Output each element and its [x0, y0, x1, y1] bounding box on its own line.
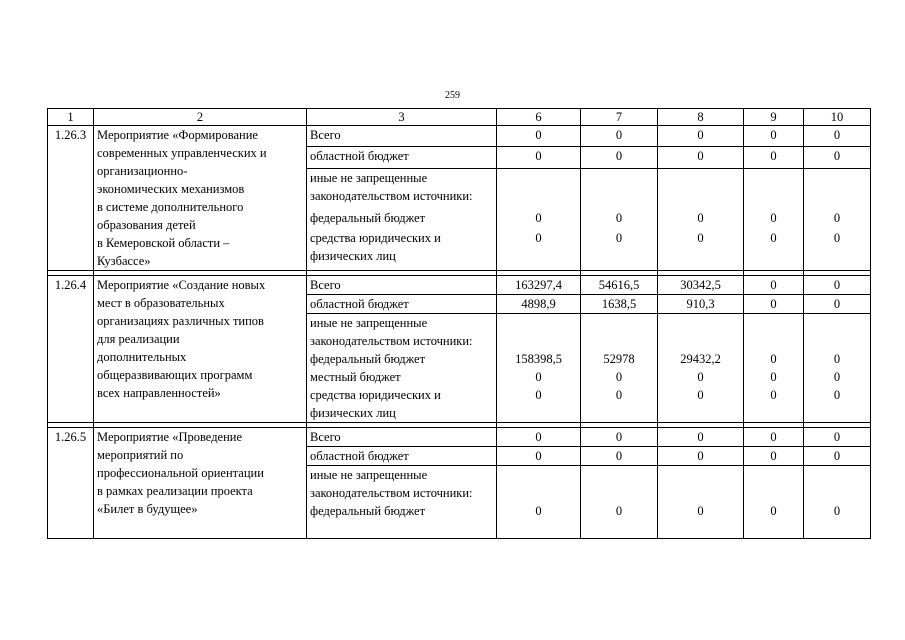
value-cell: 0	[744, 386, 804, 423]
value-cell: 0	[744, 276, 804, 295]
source-cell: средства юридических и физических лиц	[307, 229, 497, 270]
row-name: Мероприятие «Проведение мероприятий по профессиональной ориентации в рамках реализации проекта «Билет в будущее»	[94, 428, 307, 539]
value-cell: 0	[744, 229, 804, 270]
value-cell: 0	[744, 126, 804, 147]
source-cell: местный бюджет	[307, 368, 497, 386]
value-cell: 0	[497, 447, 581, 466]
value-cell	[658, 168, 744, 209]
value-cell: 0	[658, 229, 744, 270]
value-cell: 0	[744, 295, 804, 314]
value-cell: 0	[581, 147, 658, 168]
value-cell: 0	[581, 386, 658, 423]
source-cell: Всего	[307, 428, 497, 447]
row-name: Мероприятие «Создание новых мест в образовательных организациях различных типов для реализации дополнительных общеразвивающих программ всех направленностей»	[94, 276, 307, 423]
value-cell: 0	[804, 295, 871, 314]
value-cell	[658, 466, 744, 503]
value-cell: 0	[744, 209, 804, 229]
value-cell: 0	[804, 209, 871, 229]
value-cell: 0	[581, 209, 658, 229]
value-cell: 0	[804, 276, 871, 295]
value-cell: 0	[581, 368, 658, 386]
value-cell: 0	[744, 447, 804, 466]
value-cell	[744, 466, 804, 503]
row-code: 1.26.5	[48, 428, 94, 539]
value-cell	[804, 466, 871, 503]
column-header: 3	[307, 109, 497, 126]
value-cell: 29432,2	[658, 350, 744, 368]
column-header: 7	[581, 109, 658, 126]
value-cell: 1638,5	[581, 295, 658, 314]
value-cell: 0	[658, 126, 744, 147]
budget-table	[47, 108, 871, 539]
value-cell: 0	[744, 147, 804, 168]
value-cell: 0	[744, 428, 804, 447]
header-row	[48, 109, 871, 126]
value-cell	[497, 168, 581, 209]
row-name: Мероприятие «Формирование современных управленческих и организационно- экономических механизмов в системе дополнительного образования детей в Кемеровской области – Кузбассе»	[94, 126, 307, 271]
page-number: 259	[445, 90, 460, 101]
column-header: 8	[658, 109, 744, 126]
source-cell: иные не запрещенные законодательством источники:	[307, 168, 497, 209]
value-cell	[804, 168, 871, 209]
value-cell: 0	[497, 368, 581, 386]
value-cell	[497, 466, 581, 503]
column-header: 2	[94, 109, 307, 126]
value-cell: 0	[804, 428, 871, 447]
value-cell: 0	[497, 147, 581, 168]
value-cell: 30342,5	[658, 276, 744, 295]
table-row	[48, 428, 871, 447]
source-cell: средства юридических и физических лиц	[307, 386, 497, 423]
value-cell: 0	[658, 386, 744, 423]
value-cell	[581, 466, 658, 503]
value-cell: 0	[744, 350, 804, 368]
value-cell: 163297,4	[497, 276, 581, 295]
value-cell: 0	[658, 368, 744, 386]
value-cell: 0	[581, 229, 658, 270]
value-cell: 0	[658, 428, 744, 447]
column-header: 10	[804, 109, 871, 126]
value-cell: 0	[497, 126, 581, 147]
source-cell: федеральный бюджет	[307, 502, 497, 539]
value-cell: 4898,9	[497, 295, 581, 314]
value-cell	[658, 314, 744, 351]
value-cell: 0	[497, 502, 581, 539]
value-cell	[581, 314, 658, 351]
value-cell	[744, 168, 804, 209]
value-cell: 0	[658, 209, 744, 229]
source-cell: областной бюджет	[307, 295, 497, 314]
source-cell: Всего	[307, 126, 497, 147]
value-cell	[804, 314, 871, 351]
source-cell: федеральный бюджет	[307, 209, 497, 229]
value-cell: 0	[804, 502, 871, 539]
value-cell: 0	[497, 386, 581, 423]
value-cell: 0	[804, 368, 871, 386]
value-cell: 0	[744, 368, 804, 386]
value-cell	[744, 314, 804, 351]
source-cell: федеральный бюджет	[307, 350, 497, 368]
value-cell	[497, 314, 581, 351]
source-cell: иные не запрещенные законодательством источники:	[307, 466, 497, 503]
value-cell: 52978	[581, 350, 658, 368]
value-cell: 0	[497, 209, 581, 229]
column-header: 9	[744, 109, 804, 126]
value-cell: 0	[658, 147, 744, 168]
value-cell: 0	[804, 126, 871, 147]
value-cell: 0	[581, 428, 658, 447]
value-cell: 0	[581, 447, 658, 466]
value-cell	[581, 168, 658, 209]
value-cell: 0	[658, 502, 744, 539]
value-cell: 0	[804, 447, 871, 466]
value-cell: 0	[497, 428, 581, 447]
value-cell: 0	[804, 350, 871, 368]
column-header: 6	[497, 109, 581, 126]
source-cell: Всего	[307, 276, 497, 295]
value-cell: 158398,5	[497, 350, 581, 368]
table-row	[48, 276, 871, 295]
value-cell: 0	[804, 386, 871, 423]
row-code: 1.26.3	[48, 126, 94, 271]
source-cell: иные не запрещенные законодательством источники:	[307, 314, 497, 351]
source-cell: областной бюджет	[307, 147, 497, 168]
value-cell: 0	[658, 447, 744, 466]
table-row	[48, 126, 871, 147]
value-cell: 910,3	[658, 295, 744, 314]
source-cell: областной бюджет	[307, 447, 497, 466]
value-cell: 0	[581, 502, 658, 539]
column-header: 1	[48, 109, 94, 126]
value-cell: 0	[497, 229, 581, 270]
value-cell: 0	[744, 502, 804, 539]
value-cell: 0	[804, 147, 871, 168]
value-cell: 0	[804, 229, 871, 270]
value-cell: 0	[581, 126, 658, 147]
value-cell: 54616,5	[581, 276, 658, 295]
row-code: 1.26.4	[48, 276, 94, 423]
